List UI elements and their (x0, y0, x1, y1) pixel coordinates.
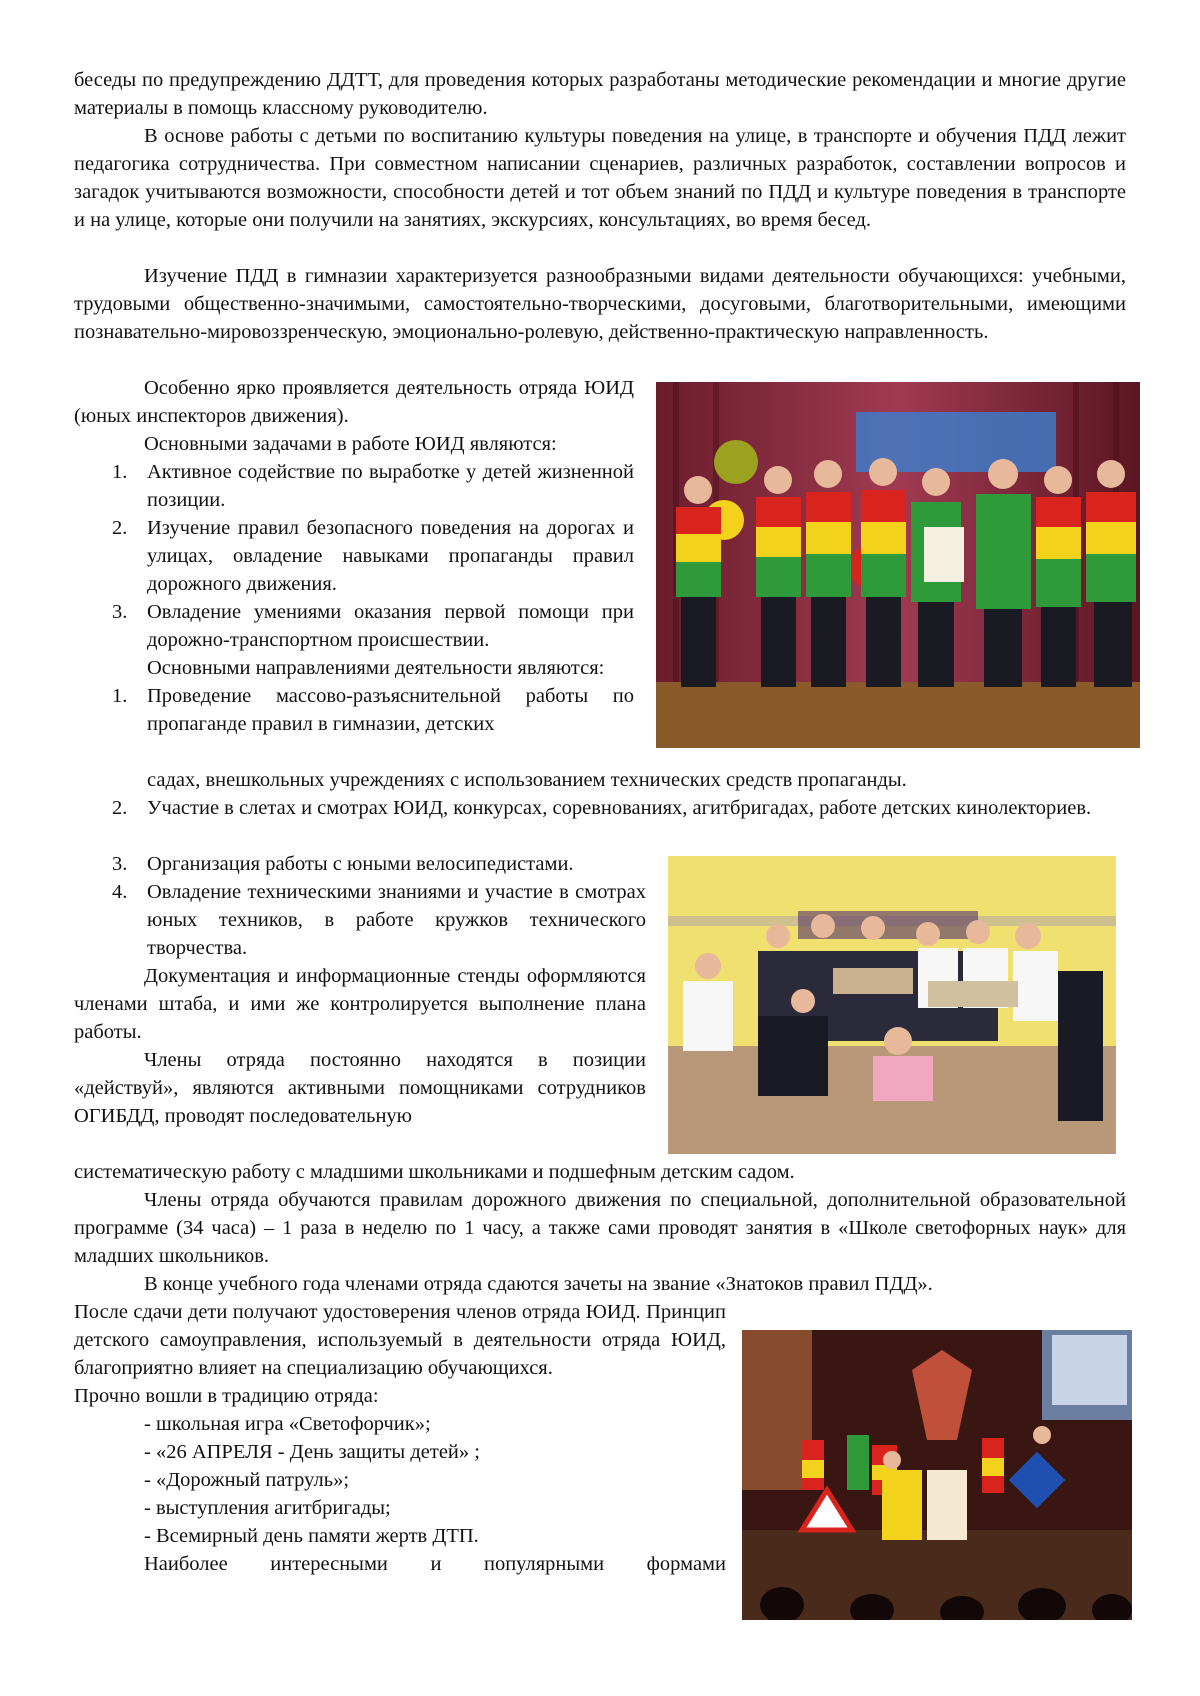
list-item: - Всемирный день памяти жертв ДТП. (144, 1525, 479, 1547)
paragraph-text: систематическую работу с младшими школьниками и подшефным детским садом. (74, 1161, 795, 1183)
list-number: 1. (112, 685, 128, 707)
list-number: 4. (112, 881, 128, 903)
list-item: - «26 АПРЕЛЯ - День защиты детей» ; (144, 1441, 480, 1463)
paragraph-cooperation (74, 122, 1126, 234)
directions-heading: Основными направлениями деятельности являются: (147, 657, 605, 679)
list-item (74, 878, 646, 962)
photo-agitbrigade-performance (742, 1330, 1132, 1620)
list-text: Овладение техническими знаниями и участие в смотрах юных техников, в работе кружков технического творчества. (147, 881, 646, 959)
list-text: Участие в слетах и смотрах ЮИД, конкурсах, соревнованиях, агитбригадах, работе детских кинолекториев. (147, 797, 1092, 819)
list-item (74, 794, 1126, 822)
paragraph-members-active: Члены отряда постоянно находятся в позиции «действуй», являются активными помощниками сотрудников ОГИБДД, проводят последовательную (74, 1049, 646, 1127)
column-traditions (74, 1298, 726, 1578)
list-text: Организация работы с юными велосипедистами. (147, 853, 574, 875)
paragraph-text: В основе работы с детьми по воспитанию культуры поведения на улице, в транспорте и обучения ПДД лежит педагогика сотрудничества. При совместном написании сценариев, различных разработок, составлении вопросов и загадок учитываются возможности, способности детей и тот объем знаний по ПДД и культуре поведения в транспорте и на улице, которые они получили на занятиях, экскурсиях, консультациях, во время бесед. (74, 125, 1126, 231)
list-item: - «Дорожный патруль»; (144, 1469, 350, 1491)
directions-list-wide (74, 766, 1126, 822)
tasks-heading: Основными задачами в работе ЮИД являются: (144, 433, 557, 455)
paragraph-documentation: Документация и информационные стенды оформляются членами штаба, и ими же контролируется выполнение плана работы. (74, 965, 646, 1043)
traditions-list (74, 1410, 726, 1550)
list-item: - выступления агитбригады; (144, 1497, 391, 1519)
photo-stage-group (656, 382, 1140, 748)
list-item (74, 850, 646, 878)
list-number: 2. (112, 517, 128, 539)
photo-classroom-reading (668, 856, 1116, 1154)
paragraph-intro (74, 66, 1126, 122)
column-yid-intro (74, 374, 634, 738)
list-item (74, 458, 634, 514)
list-number: 3. (112, 601, 128, 623)
paragraph-text: Члены отряда обучаются правилам дорожного движения по специальной, дополнительной образовательной программе (34 часа) – 1 раза в неделю по 1 часу, а также сами проводят занятия в «Школе светофорных наук» для младших школьников. (74, 1189, 1126, 1267)
traditions-heading: Прочно вошли в традицию отряда: (74, 1385, 379, 1407)
tasks-list (74, 458, 634, 654)
list-item (74, 514, 634, 598)
paragraph-certificates: После сдачи дети получают удостоверения членов отряда ЮИД. Принцип детского самоуправления, используемый в деятельности отряда ЮИД, благоприятно влияет на специализацию обучающихся. (74, 1301, 726, 1379)
paragraph-training (74, 1158, 1126, 1298)
list-item (74, 598, 634, 654)
list-text: Проведение массово-разъяснительной работы по пропаганде правил в гимназии, детских (147, 685, 634, 735)
list-item: - школьная игра «Светофорчик»; (144, 1413, 431, 1435)
paragraph-text: Изучение ПДД в гимназии характеризуется разнообразными видами деятельности обучающихся: учебными, трудовыми общественно-значимыми, самостоятельно-творческими, досуговыми, благотворительными, имеющими познавательно-мировоззренческую, эмоционально-ролевую, действенно-практическую направленность. (74, 265, 1126, 343)
list-number: 1. (112, 461, 128, 483)
paragraph-forms: Наиболее интересными и популярными формами (144, 1553, 726, 1575)
column-directions-rest (74, 850, 646, 1130)
paragraph-text: беседы по предупреждению ДДТТ, для проведения которых разработаны методические рекомендации и многие другие материалы в помощь классному руководителю. (74, 69, 1126, 119)
list-text: Овладение умениями оказания первой помощи при дорожно-транспортном происшествии. (147, 601, 634, 651)
list-text: Изучение правил безопасного поведения на дорогах и улицах, овладение навыками пропаганды правил дорожного движения. (147, 517, 634, 595)
paragraph-text: В конце учебного года членами отряда сдаются зачеты на звание «Знатоков правил ПДД». (144, 1273, 933, 1295)
list-text: Активное содействие по выработке у детей жизненной позиции. (147, 461, 634, 511)
list-number: 2. (112, 797, 128, 819)
list-number: 3. (112, 853, 128, 875)
paragraph-text: Особенно ярко проявляется деятельность отряда ЮИД (юных инспекторов движения). (74, 377, 634, 427)
list-text-continued: садах, внешкольных учреждениях с использованием технических средств пропаганды. (147, 769, 907, 791)
list-item (74, 682, 634, 738)
paragraph-activities (74, 262, 1126, 346)
